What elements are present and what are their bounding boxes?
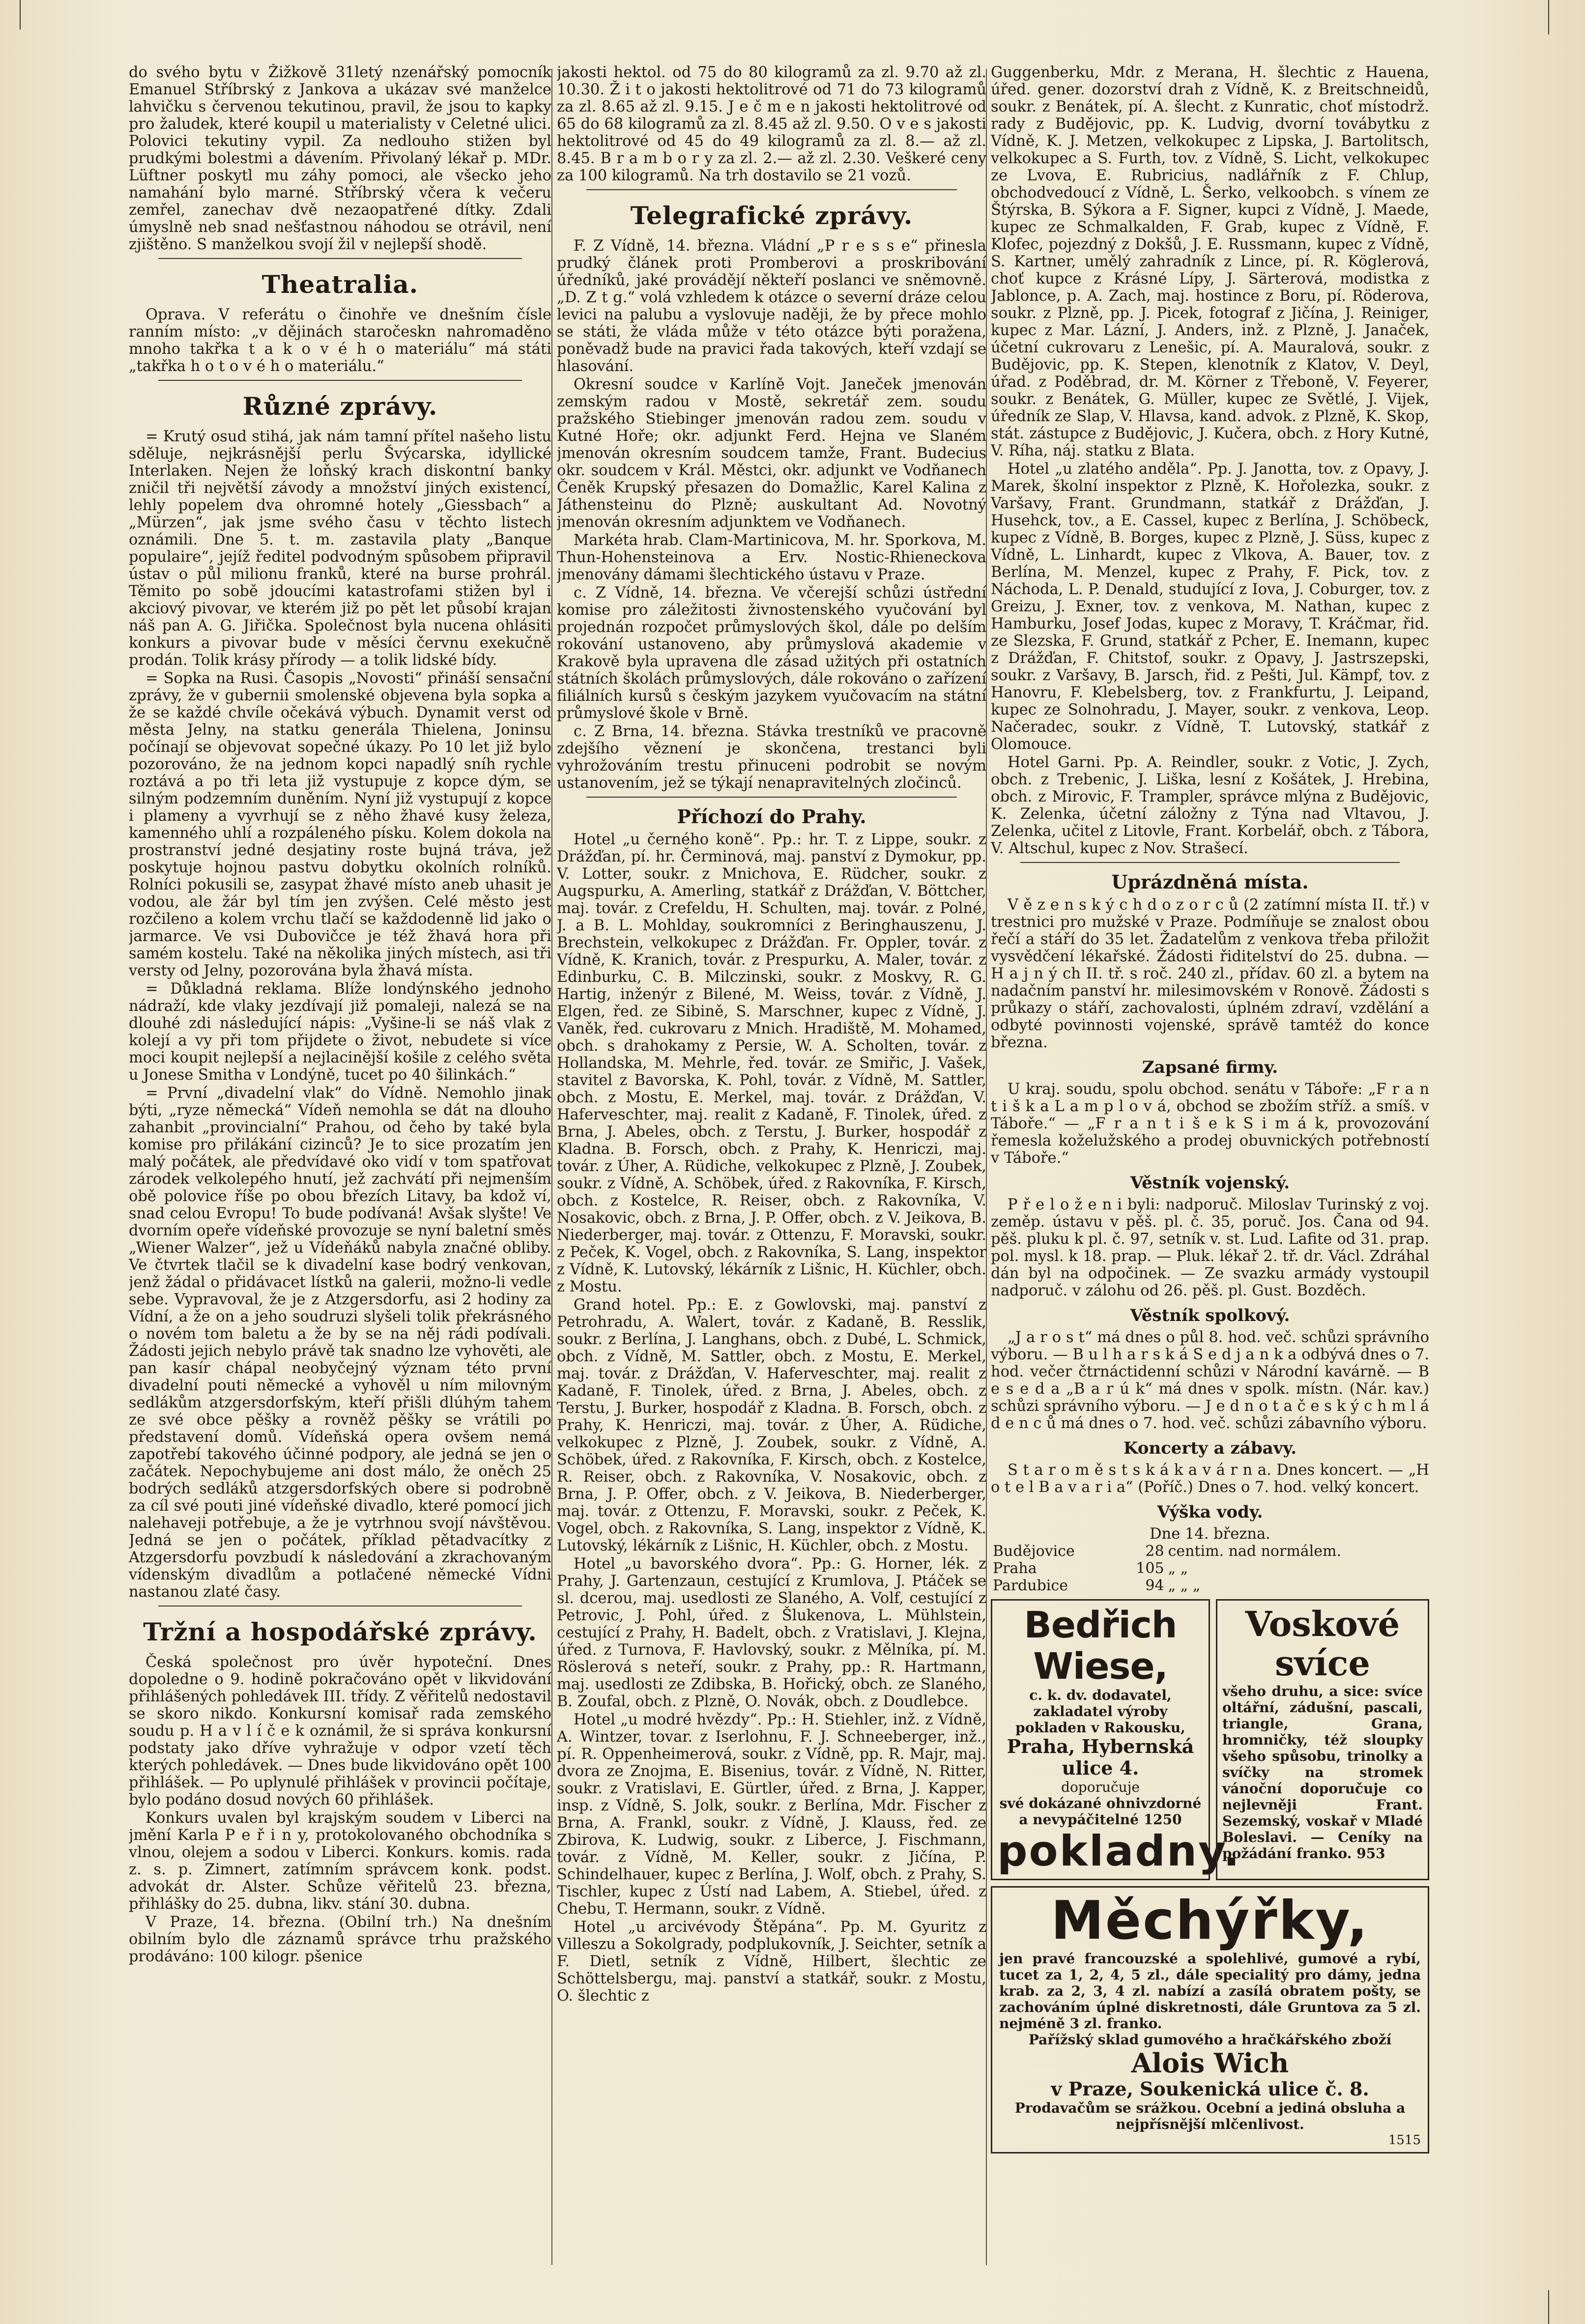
article-text: do svého bytu v Žižkově 31letý nzenářský pomocník Emanuel Stříbrský z Jankova a ukázav své manželce lahvičku s červenou tekutinou, pravil, že jsou to kapky pro žaludek, které koupil u materialisty v Celetné ulici. Polovici tekutiny vypil. Za nedlouho stižen byl prudkými bolestmi a dávením. Přivolaný lékař p. MDr. Lüftner poskytl mu záhy pomoci, ale všecko jeho namahání bylo marné. Stříbrský včera k večeru zemřel, zanechav dvě nezaopatřené dítky. Zdali úmyslně neb snad nešťastnou náhodou se otrávil, není zjištěno. S manželkou svojí žil v nejlepší shodě. bbox=[129, 64, 551, 253]
unit-cell: „ „ bbox=[1168, 1560, 1188, 1577]
column-left bbox=[129, 64, 551, 2270]
place-cell: Praha bbox=[993, 1560, 1037, 1577]
water-date: Dne 14. března. bbox=[1150, 1525, 1270, 1543]
article-text: P ř e l o ž e n i byli: nadporuč. Miloslav Turinský z voj. zeměp. ústavu v pěš. pl. č. 35, poruč. Jos. Čana od 94. pěš. pluku k pl. č. 97, setník v. st. Lud. Lafite od 31. prap. pol. mysl. k 18. prap. — Pluk. lékař 2. tř. dr. Václ. Zdráhal dán byl na odpočinek. — Ze svazku armády vystoupil nadporuč. v zálohu od 26. pěš. pl. Gust. Bozděch. bbox=[991, 1196, 1429, 1299]
article-text: V ě z e n s k ý c h d o z o r c ů (2 zatímní místa II. tř.) v trestnici pro mužské v Praze. Podmíňuje se znalost obou řečí a stáří do 35 let. Žadatelům z venkova třeba přiložit vysvědčení lékařské. Žádosti řiditelství do 25. dubna. — H a j n ý ch II. tř. s roč. 240 zl., přídav. 60 zl. a bytem na nadačním panství hr. milesimovském v Ronově. Žádosti s průkazy o stáří, zachovalosti, úplném zdraví, vzdělání a odbyté povinnosti vojenské, správě tamtéž do konce března. bbox=[991, 896, 1429, 1051]
section-heading-koncerty: Koncerty a zábavy. bbox=[1123, 1438, 1297, 1458]
ad-text: všeho druhu, a sice: svíce oltářní, zádušní, pascali, triangle, Grana, hromničky, též sloupky všeho spůsobu, trinolky a svíčky na stromek vánoční doporučuje co nejlevněji Frant. Sezemský, voskař v Mladé Boleslavi. — Ceníky na požádání franko. 953 bbox=[1222, 1683, 1423, 1862]
divider bbox=[158, 1606, 522, 1607]
article-text: c. Z Brna, 14. března. Stávka trestníků ve pracovně zdejšího věznení je skončena, trestanci byli vyhrožováním trestu přinuceni podrobit se novým ustanovením, jež se týkají nenapravitelných zločinců. bbox=[557, 723, 986, 792]
ad-wiese bbox=[991, 1599, 1241, 1880]
article-text: Grand hotel. Pp.: E. z Gowlovski, maj. panství z Petrohradu, A. Walert, továr. z Kadaně, B. Resslik, soukr. z Berlína, J. Langhans, obch. z Dubé, L. Schmick, obch. z Vídně, M. Sattler, obch. z Mostu, E. Merkel, maj. továr. z Drážďan, V. Haferveschter, maj. realit z Kadaně, F. Tinolek, úřed. z Brna, J. Abeles, obch. z Terstu, J. Burker, hospodář z Kladna. B. Forsch, obch. z Prahy, K. Henriczi, maj. továr. z Úher, A. Rüdiche, velkokupec z Plzně, J. Zoubek, soukr. z Vídně, A. Schöbek, úřed. z Rakovníka, F. Kirsch, obch. z Kostelce, R. Reiser, obch. z Rakovníka, V. Nosakovic, obch. z Brna, J. P. Offer, obch. z V. Jeikova, B. Niederberger, maj. továr. z Ottenzu, F. Moravski, soukr. z Peček, K. Vogel, obch. z Rakovníka, S. Lang, inspektor z Vídně, K. Lutovský, lékárník z Lišnic, H. Küchler, obch. z Mostu. bbox=[557, 1296, 986, 1554]
ad-big-word: pokladny. bbox=[997, 1827, 1241, 1876]
section-heading-vojensky: Věstník vojenský. bbox=[1130, 1173, 1290, 1193]
ad-big-word: Měchýřky, bbox=[1051, 1890, 1369, 1951]
unit-cell: „ „ „ bbox=[1168, 1577, 1201, 1594]
article-text: „J a r o s t“ má dnes o půl 8. hod. več. schůzi správního výboru. — B u l h a r s k á S e d j a n k a odbývá dnes o 7. hod. večer čtrnáctidenní schůzi v Národní kavárně. — B e s e d a „B a r ú k“ má dnes v spolk. místn. (Nár. kav.) schůzi správního výboru. — J e d n o t a č e s k ý c h m l á d e n c ů má dnes o 7. hod. več. schůzi zábavního výboru. bbox=[991, 1329, 1429, 1432]
article-text: Oprava. V referátu o činohře ve dnešním čísle ranním místo: „v dějinách staročeskn nahromaděno mnoho takřka t a k o v é h o materiálu“ má státi „takřka h o t o v é h o materiálu.“ bbox=[129, 306, 551, 375]
article-text: = Důkladná reklama. Blíže londýnského jednoho nádraží, kde vlaky jezdívají již pomaleji, nalezá se na dlouhé zdi následující nápis: „Vyšine-li se náš vlak z kolejí a vy při tom přijdete o život, nebudete si více moci koupit nejlepší a nejlacinější košile z celého světa u Jonese Smitha v Londýně, tucet po 40 šilinkách.“ bbox=[129, 980, 551, 1084]
article-text: Hotel „u zlatého anděla“. Pp. J. Janotta, tov. z Opavy, J. Marek, školní inspektor z Plzně, K. Hořolezka, soukr. z Varšavy, Frant. Grundmann, statkář z Drážďan, J. Husehck, tov., a E. Cassel, kupec z Berlína, J. Schöbeck, kupec z Vídně, B. Borges, kupec z Plzně, J. Süss, kupec z Vídně, L. Linhardt, kupec z Vlkova, A. Bauer, tov. z Berlína, M. Menzel, kupec z Prahy, F. Pick, tov. z Náchoda, L. P. Denald, studující z Iova, J. Coburger, tov. z Greizu, J. Exner, tov. z venkova, M. Nathan, kupec z Hamburku, Josef Jodas, kupec z Moravy, T. Kráčmar, řid. ze Slezska, F. Grund, statkář z Pcher, E. Inemann, kupec z Drážďan, F. Chitstof, soukr. z Opavy, J. Jastrszepski, soukr. z Varšavy, B. Jarsch, řid. z Pešti, Jul. Kämpf, tov. z Hanovru, F. Klebelsberg, tov. z Frankfurtu, J. Leipand, kupec ze Solnohradu, J. Mayer, soukr. z venkova, Leop. Načeradec, soukr. z Vídně, T. Lutovský, statkář z Olomouce. bbox=[991, 460, 1429, 753]
ad-text: jen pravé francouzské a spolehlivé, gumové a rybí, tucet za 1, 2, 4, 5 zl., dále specialitý pro dámy, jedna krab. za 2, 3, 4 zl. nabízí a zasílá obratem pošty, se zachováním úplné diskretnosti, dále Gruntova za 5 zl. nejméně 3 zl. franko. bbox=[999, 1951, 1421, 2032]
water-table bbox=[991, 1543, 1429, 1594]
article-text: S t a r o m ě s t s k á k a v á r n a. Dnes koncert. — „H o t e l B a v a r i a“ (Poříč.) Dnes o 7. hod. velký koncert. bbox=[991, 1462, 1429, 1496]
section-heading-telegraficke: Telegrafické zprávy. bbox=[630, 201, 913, 230]
ad-text: Prodavačům se srážkou. Ocební a jediná obsluha a nejpřísnější mlčenlivost. bbox=[1014, 2100, 1406, 2132]
article-text: F. Z Vídně, 14. března. Vládní „P r e s s e“ přinesla prudký článek proti Promberovi a proskribování úředníků, jaké provádějí někteří poslanci ve sněmovně. „D. Z t g.“ volá vzhledem k otázce o severní dráze celou levici na palubu a vyslovuje naději, že by přece mohlo se státi, že vláda může v této otázce býti poražena, poněvadž bude na pravici řada takových, kteří vzdají se hlasování. bbox=[557, 237, 986, 375]
divider bbox=[158, 258, 522, 259]
table-row bbox=[991, 1543, 1429, 1560]
divider bbox=[586, 797, 957, 798]
ad-text: své dokázané ohnivzdorné a nevypáčitelné 1250 bbox=[999, 1795, 1202, 1828]
article-text: Hotel Garni. Pp. A. Reindler, soukr. z Votic, J. Zych, obch. z Trebenic, J. Liška, lesní z Košátek, J. Hrebina, obch. z Mirovic, F. Trampler, správce mlýna z Budějovic, K. Zelenka, účetní záložny z Týna nad Vltavou, J. Zelenka, učitel z Litovle, Frant. Korbelář, obch. z Tábora, V. Altschul, kupec z Nov. Strašecí. bbox=[991, 754, 1429, 857]
ad-merchant-name: Alois Wich bbox=[1131, 2047, 1289, 2079]
article-text: Hotel „u arcivévody Štěpána“. Pp. M. Gyuritz z Villeszu a Sokolgrady, podplukovník, J. Seichter, setník a F. Dietl, setník z Vídně, Hilbert, šlechtic ze Schöttelsbergu, maj. panství a statkář, soukr. z Mostu, O. šlechtic z bbox=[557, 1919, 986, 2005]
article-text: Česká společnost pro úvěr hypoteční. Dnes dopoledne o 9. hodině pokračováno opět v likvidování přihlášených pohledávek III. třídy. Z věřitelů nedostavil se skoro nikdo. Konkursní komisař rada zemského soudu p. H a v l í č e k oznámil, že si správa konkursní podstaty jako dříve vyhražuje v odpor vzetí těch kterých pohledávek. — Dnes bude likvidováno opět 100 přihlášek. — Po uplynulé přihlášek v provincii počítaje, bylo podáno dosud nových 60 přihlášek. bbox=[129, 1654, 551, 1808]
place-cell: Pardubice bbox=[993, 1577, 1068, 1594]
crop-mark bbox=[1548, 2290, 1549, 2324]
section-heading-spolkovy: Věstník spolkový. bbox=[1130, 1306, 1290, 1325]
article-text: jakosti hektol. od 75 do 80 kilogramů za zl. 9.70 až zl. 10.30. Ž i t o jakosti hektolitrové od 71 do 73 kilogramů za zl. 8.65 až zl. 9.15. J e č m e n jakosti hektolitrové od 65 do 68 kilogramů za zl. 8.45 až zl. 9.50. O v e s jakosti hektolitrové od 45 do 49 kilogramů za zl. 8.— až zl. 8.45. B r a m b o r y za zl. 2.— až zl. 2.30. Veškeré ceny za 100 kilogramů. Na trh dostavilo se 21 vozů. bbox=[557, 64, 986, 184]
article-text: = Sopka na Rusi. Časopis „Novosti“ přináší sensační zprávy, že v gubernii smolenské objevena byla sopka a že se každé chvíle očekává výbuch. Dynamit verst od města Jelny, na statku generála Thielena, Joninsu počínají se objevovat sopečné úkazy. Po 10 let již bylo pozorováno, že na jednom kopci napadlý sníh rychle roztává a po tři leta již vystupuje z kopce dým, se silným podzemním duněním. Nyní již vystupují z kopce i plameny a vyvrhují se z něho žhavé kusy železa, kamenného uhlí a rozpáleného písku. Kolem dokola na prostranství jedné desjatiny roste bujná tráva, jež poskytuje hojnou pastvu dobytku okolních rolníků. Rolníci pokusili se, zasypat žhavé místo aneb uhasit je vodou, ale žár byl tím jen zvýšen. Celé město jest rozčileno a kolem vrchu tlačí se každodenně lid jako o jarmarce. Ve vsi Dubovičce je též žhavá hora při samém kostelu. Také na několika jiných místech, asi tři versty od Jelny, pozorována byla žhavá místa. bbox=[129, 670, 551, 979]
article-text: = Krutý osud stihá, jak nám tamní přítel našeho listu sděluje, nejkrásnější perlu Švýcarska, idyllické Interlaken. Nejen že loňský krach diskontní banky zničil tři největší závody a množství jiných existencí, lehly popelem dva ohromné hotely „Giessbach“ a „Mürzen“, jak jsme svého času v těchto listech oznámili. Dne 5. t. m. zastavila platy „Banque populaire“, jejíž ředitel podvodným spůsobem připravil ústav o půl milionu franků, které na burse prohrál. Těmito po sobě jdoucími katastrofami stižen byl i akciový pivovar, ve kterém již po pět let působí krajan náš pan A. G. Jiřička. Společnost byla nucena ohlásiti konkurs a pivovar bude v měsíci červnu exekučně prodán. Tolik krásy přírody — a tolik lidské bídy. bbox=[129, 428, 551, 669]
article-text: = První „divadelní vlak“ do Vídně. Nemohlo jinak býti, „ryze německá“ Vídeň nemohla se dát na dlouho zahanbit „provincialní“ Prahou, od čeho by také byla komise pro přilákání cizinců? Je to sice prozatím jen malý počátek, ale předvídavé oko vidí v tom spatřovat zárodek velkolepého hnutí, jež zachvátí při nejmenším obě polovice říše po obou březích Litavy, ba kdož ví, snad celou Evropu! To bude podívaná! Avšak slyšte! Ve dvorním opeře vídeňské provozuje se nyní baletní směs „Wiener Walzer“, jež u Vídeňáků nabyla značné obliby. Ve čtvrtek tlačil se k divadelní kase bodrý venkovan, jenž žádal o přidávacet lístků na galerii, možno-li vedle sebe. Vypravoval, že je z Atzgersdorfu, asi 2 hodiny za Vídní, a že on a jeho soudruzi slyšeli tolik překrásného o novém tom baletu a že by se na něj rádi podívali. Žádosti jejich nebylo právě tak snadno lze vyhověti, ale pan kasír chápal neobyčejný význam této první divadelní pouti německé a vyhověl u ním milovným sedlákům atzgersdorfským, kteří přišli dlúhým tahem ze své obce pěšky a rovněž pěšky se vrátili po představení domů. Vídeňská opera ovšem nemá zapotřebí takového účinné podpory, ale jedná se jen o začátek. Nepochybujeme ani dost málo, že oněch 25 bodrých sedláků atzgersdorfských obere si podrobně za cíl své pouti jiné vídeňské divadlo, které pomocí jich nalehaveji potřebuje, a že je vytrhnou svojí návštěvou. Jedná se jen o počátek, příklad pětadvacítky z Atzgersdorfu povzbudí k následování a zkrachovaným vídenským divadlům a potlačené německé Vídni nastanou zlaté časy. bbox=[129, 1085, 551, 1601]
article-text: Markéta hrab. Clam-Martinicova, M. hr. Sporkova, M. Thun-Hohensteinova a Erv. Nostic-Rhieneckova jmenovány dámami šlechtického ústavu v Praze. bbox=[557, 532, 986, 583]
place-cell: Budějovice bbox=[993, 1543, 1075, 1560]
divider bbox=[158, 380, 522, 381]
ad-address: Praha, Hybernská ulice 4. bbox=[1007, 1735, 1194, 1779]
article-text: Hotel „u modré hvězdy“. Pp.: H. Stiehler, inž. z Vídně, A. Wintzer, tovar. z Iserlohnu, F. J. Schneeberger, inž., pí. R. Oppenheimerová, soukr. z Vídně, pp. R. Majr, maj. dvora ze Znojma, E. Bisenius, továr. z Vídně, N. Ritter, soukr. z Vratislavi, E. Gürtler, úřed. z Brna, J. Kapper, insp. z Vídně, S. Jolk, soukr. z Berlína, Mdr. Fischer z Brna, A. Frankl, soukr. z Vídně, J. Klauss, řed. ze Zbirova, K. Ludwig, soukr. z Liberce, J. Fischmann, továr. z Vídně, M. Keller, soukr. z Jičína, P. Schindelhauer, kupec z Berlína, J. Wolf, obch. z Prahy, S. Tischler, kupec z Ústí nad Labem, A. Stiebel, úřed. z Chebu, T. Hermann, soukr. z Vídně. bbox=[557, 1711, 986, 1918]
crop-mark bbox=[20, 0, 21, 29]
table-row bbox=[991, 1577, 1429, 1594]
ad-address: v Praze, Soukenická ulice č. 8. bbox=[1051, 2078, 1369, 2100]
section-heading-trzni: Tržní a hospodářské zprávy. bbox=[143, 1617, 537, 1646]
section-heading-ruzne: Různé zprávy. bbox=[242, 392, 438, 421]
article-text: Hotel „u bavorského dvora“. Pp.: G. Horner, lék. z Prahy, J. Gartenzaun, cestující z Krumlova, J. Ptáček se sl. dcerou, maj. usedlosti ze Slaného, A. Volf, cestující z Petrovic, J. Pohl, úřed. z Šlukenova, L. Mühlstein, cestující z Prahy, H. Badelt, obch. z Vratislavi, J. Klejna, úřed. z Turnova, F. Havlovský, soukr. z Mělníka, pí. M. Röslerová s neteří, soukr. z Prahy, pp.: R. Hartmann, maj. usedlosti ze Zdibska, B. Hořický, obch. ze Slaného, B. Zoufal, obch. z Plzně, O. Novák, obch. z Doudlebce. bbox=[557, 1555, 986, 1710]
article-text: V Praze, 14. března. (Obilní trh.) Na dnešním obilním bylo dle záznamů správce trhu pražského prodáváno: 100 kilogr. pšenice bbox=[129, 1914, 551, 1965]
ad-text: Pařížský sklad gumového a hračkářského zboží bbox=[1028, 2032, 1392, 2048]
value-cell: 28 bbox=[1145, 1543, 1164, 1560]
value-cell: 94 bbox=[1145, 1577, 1164, 1594]
divider bbox=[1020, 862, 1400, 863]
ad-text: c. k. dv. dodavatel, bbox=[1029, 1687, 1172, 1703]
article-text: c. Z Vídně, 14. března. Ve včerejší schůzi ústřední komise pro záležitosti živnostenského vyučování byl projednán rozpočet průmyslových škol, dále po delším rokování ustanoveno, aby průmyslová akademie v Krakově byla upravena dle zásad užitých při ostatních státních školách průmyslových, dále rokováno o zařízení filiálních kursů s českým jazykem vyučovacím na státní průmyslové škole v Brně. bbox=[557, 584, 986, 722]
ad-voskove-svice bbox=[1216, 1599, 1429, 1880]
article-text: Okresní soudce v Karlíně Vojt. Janeček jmenován zemským radou v Mostě, sekretář zem. soudu pražského Stiebinger jmenován radou zem. soudu v Kutné Hoře; okr. adjunkt Ferd. Hejna ve Slaném jmenován okresním soudcem tamže, Frant. Budecius okr. soudcem v Král. Městci, okr. adjunkt ve Vodňanech Čeněk Krupský přesazen do Domažlic, Karel Kalina z Játhensteinu do Plzně; auskultant Ad. Novotný jmenován okresním adjunktem ve Vodňanech. bbox=[557, 376, 986, 531]
article-text: U kraj. soudu, spolu obchod. senátu v Táboře: „F r a n t i š k a L a m p l o v á, obchod se zbožím stříž. a smíš. v Táboře.“ — „F r a n t i š e k S i m á k, provozování řemesla koželužského a prodej obuvnických potřebností v Táboře.“ bbox=[991, 1081, 1429, 1167]
ad-text: zakladatel výroby pokladen v Rakousku, bbox=[1015, 1703, 1185, 1736]
ad-title: Voskové svíce bbox=[1245, 1604, 1400, 1684]
column-rule bbox=[551, 69, 552, 2265]
unit-cell: centim. nad normálem. bbox=[1168, 1543, 1341, 1560]
section-heading-vyska-vody: Výška vody. bbox=[1157, 1502, 1263, 1522]
ad-title: Bedřich Wiese, bbox=[1024, 1604, 1177, 1688]
ad-text: doporučuje bbox=[1061, 1779, 1140, 1795]
article-text: Konkurs uvalen byl krajským soudem v Liberci na jmění Karla P e ř i n y, protokolovaného obchodníka s vlnou, olejem a sodou v Liberci. Konkurs. komis. rada z. s. p. Zimnert, zatímním správcem konk. podst. advokát dr. Alster. Schůze věřitelů 23. března, přihlášky do 25. dubna, likv. stání 30. dubna. bbox=[129, 1809, 551, 1913]
table-row bbox=[991, 1560, 1429, 1577]
ads-row bbox=[991, 1599, 1429, 1880]
section-heading-theatralia: Theatralia. bbox=[261, 270, 419, 299]
section-heading-uprazdnena: Uprázdněná místa. bbox=[1111, 871, 1309, 893]
section-heading-zapsane: Zapsané firmy. bbox=[1142, 1058, 1278, 1077]
value-cell: 105 bbox=[1136, 1560, 1164, 1577]
ad-mechyrky bbox=[991, 1886, 1429, 2153]
article-text: Hotel „u černého koně“. Pp.: hr. T. z Lippe, soukr. z Drážďan, pí. hr. Čerminová, maj. panství z Dymokur, pp. V. Lotter, soukr. z Mnichova, E. Rüdcher, soukr. z Augspurku, A. Amerling, statkář z Drážďan, V. Böttcher, maj. továr. z Crefeldu, H. Schulten, maj. továr. z Polné, J. a B. L. Mohlday, soukromníci z Beringhauszenu, J. Brechstein, velkokupec z Drážďan. Fr. Oppler, továr. z Vídně, K. Kranich, továr. z Prespurku, A. Maler, továr. z Edinburku, C. B. Milczinski, soukr. z Moskvy, R. G. Hartig, inženýr z Bilené, M. Weiss, továr. z Vídně, J. Elgen, řed. ze Sibině, S. Marschner, kupec z Vídně, J. Vaněk, řed. cukrovaru z Mnich. Hradiště, M. Mohamed, obch. s drahokamy z Persie, W. A. Scholten, továr. z Hollandska, M. Mehrle, řed. továr. ze Smiřic, J. Vašek, stavitel z Bavorska, K. Pohl, továr. z Vídně, M. Sattler, obch. z Mostu, E. Merkel, maj. továr. z Drážďan, V. Haferveschter, maj. realit z Kadaně, F. Tinolek, úřed. z Brna, J. Abeles, obch. z Terstu, J. Burker, hospodář z Kladna. B. Forsch, obch. z Prahy, K. Henriczi, maj. továr. z Úher, A. Rüdiche, velkokupec z Plzně, J. Zoubek, soukr. z Vídně, A. Schöbek, úřed. z Rakovníka, F. Kirsch, obch. z Kostelce, R. Reiser, obch. z Rakovníka, V. Nosakovic, obch. z Brna, J. P. Offer, obch. z V. Jeikova, B. Niederberger, maj. továr. z Ottenzu, F. Moravski, soukr. z Peček, K. Vogel, obch. z Rakovníka, S. Lang, inspektor z Vídně, K. Lutovský, lékárník z Lišnic, H. Küchler, obch. z Mostu. bbox=[557, 831, 986, 1295]
column-right bbox=[991, 64, 1429, 2270]
article-text: Guggenberku, Mdr. z Merana, H. šlechtic z Hauena, úřed. gener. dozorství drah z Vídně, K. z Breitschneidů, soukr. z Benátek, pí. A. šlecht. z Kunratic, choť místodrž. rady z Budějovic, pp. K. Ludvig, dvorní továbytku z Vídně, K. J. Metzen, velkokupec z Lipska, J. Bartolitsch, velkokupec a S. Furth, tov. z Vídně, S. Licht, velkokupec ze Lvova, E. Rubricius, nadlářník z F. Chlup, obchodvedoucí z Vídně, L. Šerko, velkoobch. s vínem ze Štýrska, B. Sýkora a F. Signer, kupci z Vídně, J. Maede, kupec ze Schmalkalden, F. Grab, kupec z Vídně, F. Klofec, pojezdný z Dokšů, J. E. Russmann, kupec z Vídně, S. Kartner, umělý zahradník z Lince, pí. R. Köglerová, choť kupce z Krásné Lípy, J. Särterová, modistka z Jablonce, p. A. Zach, maj. hostince z Boru, pí. Röderova, soukr. z Plzně, pp. J. Picek, fotograf z Jičína, J. Reiniger, kupec z Mar. Lázní, J. Anders, inž. z Plzně, J. Janaček, účetní cukrovaru z Lenešic, pí. A. Mauralová, soukr. z Budějovic, pp. K. Stepen, klenotník z Klatov, V. Deyl, úřad. z Poděbrad, dr. M. Körner z Třeboně, V. Feyerer, soukr. z Benátek, G. Müller, kupec ze Světlé, J. Vijek, úředník ze Slap, V. Hlavsa, kand. advok. z Plzně, K. Skop, stát. zástupce z Budějovic, J. Kučera, obch. z Hory Kutné, V. Ríha, náj. statku z Blata. bbox=[991, 64, 1429, 459]
column-middle bbox=[557, 64, 986, 2270]
crop-mark bbox=[1548, 0, 1549, 34]
section-heading-prichozi: Příchozí do Prahy. bbox=[677, 805, 866, 828]
divider bbox=[586, 189, 957, 190]
ad-number: 1515 bbox=[1388, 2133, 1421, 2148]
